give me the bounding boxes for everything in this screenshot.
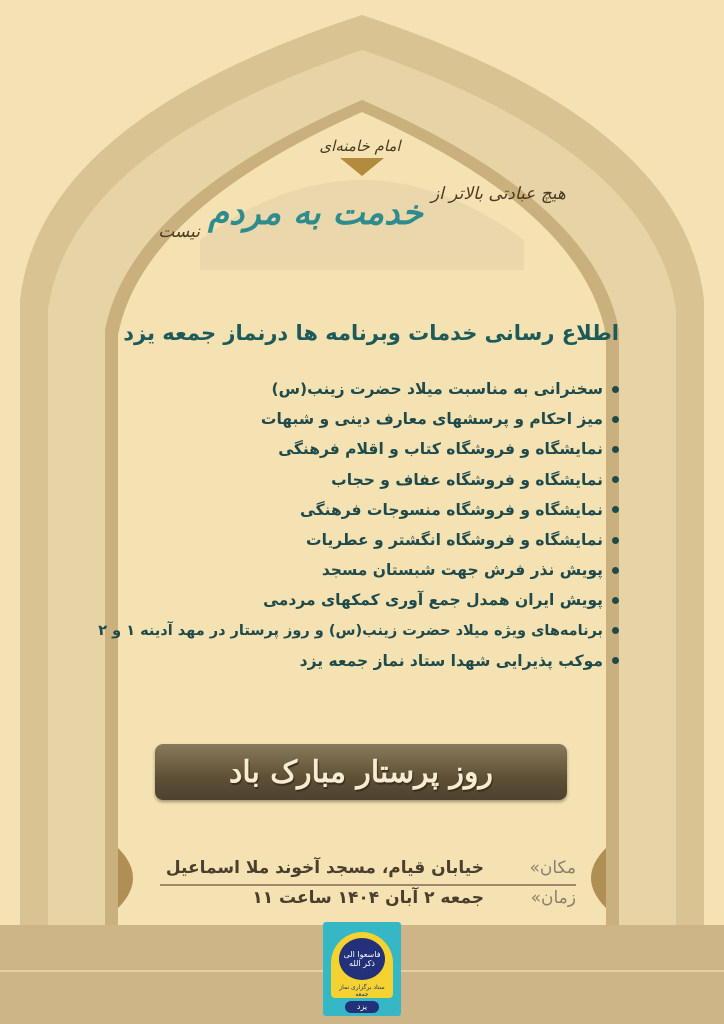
list-item-text: نمایشگاه و فروشگاه منسوجات فرهنگی	[299, 500, 603, 519]
bullet-icon	[612, 506, 619, 513]
bullet-icon	[612, 476, 619, 483]
quote-suffix: نیست	[158, 222, 200, 242]
list-item-text: پویش ایران همدل جمع آوری کمکهای مردمی	[263, 591, 603, 610]
bullet-icon	[612, 657, 619, 664]
bullet-icon	[612, 416, 619, 423]
list-item-text: سخنرانی به مناسبت میلاد حضرت زینب(س)	[271, 380, 603, 399]
list-item	[98, 525, 619, 555]
time-row	[160, 888, 576, 908]
list-item-text: موکب پذیرایی شهدا ستاد نماز جمعه یزد	[299, 651, 603, 670]
place-label: مکان»	[529, 858, 576, 878]
quote-prefix: هیچ عبادتی بالاتر از	[430, 184, 566, 204]
bullet-icon	[612, 627, 619, 634]
list-item	[98, 495, 619, 525]
logo-inscription: فاسعوا الی ذکر الله	[339, 938, 385, 980]
program-list	[98, 374, 619, 676]
list-item	[98, 616, 619, 646]
list-item	[98, 555, 619, 585]
logo-arch	[331, 932, 393, 998]
divider	[160, 884, 576, 886]
nurse-day-banner: روز پرستار مبارک باد	[155, 744, 567, 800]
place-row	[160, 858, 576, 878]
bullet-icon	[612, 567, 619, 574]
list-item	[98, 465, 619, 495]
list-item-text: برنامه‌های ویژه میلاد حضرت زینب(س) و روز پرستار در مهد آدینه ۱ و ۲	[98, 622, 603, 639]
bullet-icon	[612, 386, 619, 393]
page-title: اطلاع رسانی خدمات وبرنامه ها درنماز جمعه یزد	[123, 321, 619, 345]
list-item	[98, 434, 619, 464]
list-item	[98, 646, 619, 676]
bullet-icon	[612, 537, 619, 544]
list-item	[98, 404, 619, 434]
list-item	[98, 374, 619, 404]
quote-calligraphy	[112, 178, 612, 248]
leader-signature: امام خامنه‌ای	[319, 137, 401, 155]
list-item-text: میز احکام و پرسشهای معارف دینی و شبهات	[260, 410, 603, 429]
list-item-text: نمایشگاه و فروشگاه کتاب و اقلام فرهنگی	[278, 440, 603, 459]
bullet-icon	[612, 597, 619, 604]
ornament-icon	[118, 848, 148, 908]
time-value: جمعه ۲ آبان ۱۴۰۴ ساعت ۱۱	[252, 888, 484, 908]
bullet-icon	[612, 446, 619, 453]
list-item-text: پویش نذر فرش جهت شبستان مسجد	[321, 561, 603, 580]
logo-city: یزد	[345, 1001, 379, 1013]
list-item-text: نمایشگاه و فروشگاه انگشتر و عطریات	[306, 531, 603, 550]
quote-main: خدمت به مردم	[207, 193, 423, 233]
friday-prayer-logo	[323, 922, 401, 1016]
list-item-text: نمایشگاه و فروشگاه عفاف و حجاب	[331, 470, 603, 489]
list-item	[98, 585, 619, 615]
place-value: خیابان قیام، مسجد آخوند ملا اسماعیل	[165, 858, 484, 878]
logo-org: ستاد برگزاری نماز جمعه	[339, 984, 385, 998]
time-label: زمان»	[530, 888, 576, 908]
ornament-icon	[576, 848, 606, 908]
